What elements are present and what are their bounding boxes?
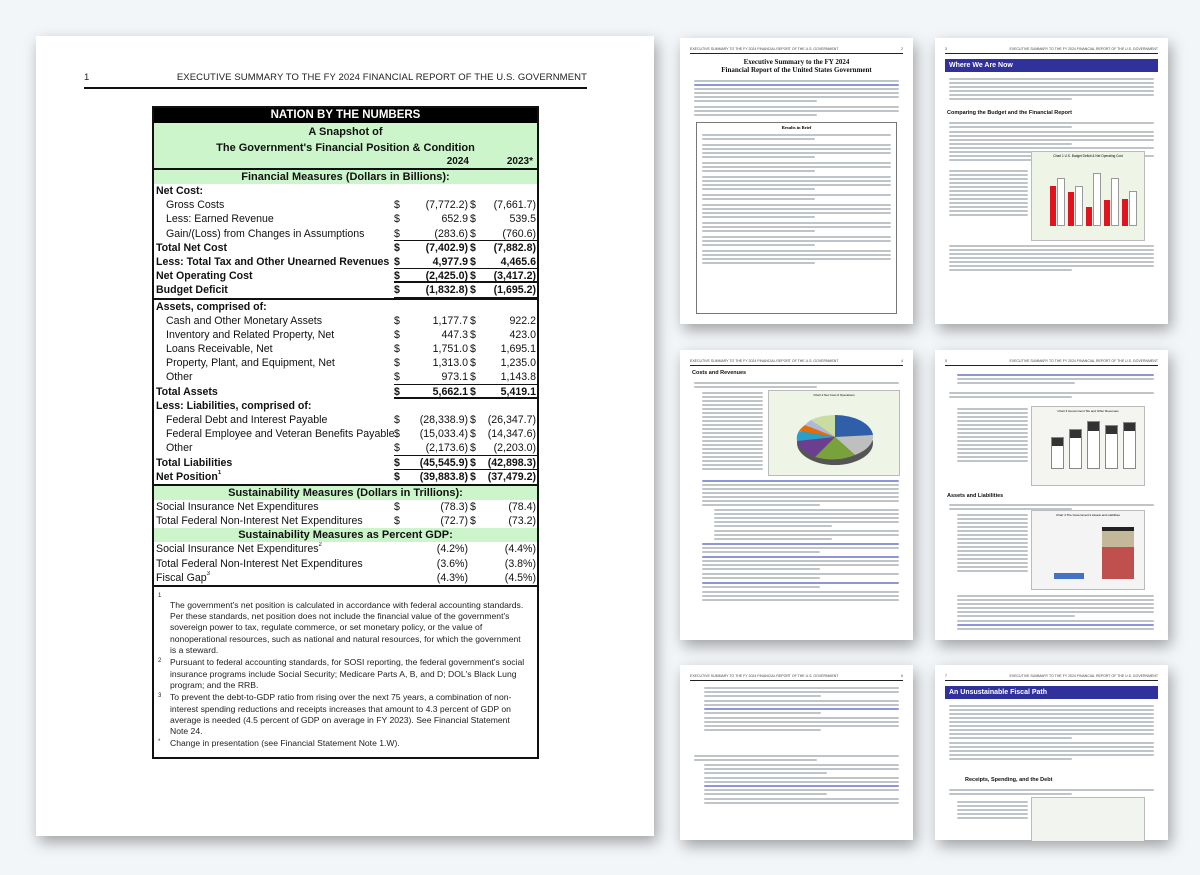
liabilities-label-row: Less: Liabilities, comprised of:	[156, 399, 312, 412]
table-title: NATION BY THE NUMBERS	[154, 108, 537, 123]
table-row: Less: Earned Revenue $ 652.9 $ 539.5	[166, 213, 536, 226]
thumbnail-page-5[interactable]	[935, 350, 1168, 640]
table-row: Social Insurance Net Expenditures $ (78.3) $ (78.4)	[156, 500, 536, 513]
financial-measures-header: Financial Measures (Dollars in Billions):	[241, 171, 450, 183]
table-row: Total Federal Non-Interest Net Expenditures $ (72.7) $ (73.2)	[156, 515, 536, 528]
table-row: Other $ 973.1 $ 1,143.8	[166, 371, 536, 384]
year-header	[154, 155, 537, 170]
fiscal-path-chart	[1031, 797, 1145, 841]
table-row: Fiscal Gap$^3$ (4.3%) (4.5%)	[156, 570, 536, 584]
table-row: Property, Plant, and Equipment, Net $ 1,313.0 $ 1,235.0	[166, 357, 536, 370]
table-row: Gross Costs $ (7,772.2) $ (7,661.7)	[166, 199, 536, 212]
total-assets-row: Total Assets $ 5,662.1 $ 5,419.1	[156, 385, 536, 398]
table-row: Federal Employee and Veteran Benefits Payable $ (15,033.4) $ (14,347.6)	[166, 428, 536, 441]
thumb-header: EXECUTIVE SUMMARY TO THE FY 2024 FINANCIAL REPORT OF THE U.S. GOVERNMENT 2	[690, 47, 903, 54]
footnote-4: * Change in presentation (see Financial Statement Note 1.W).	[158, 738, 400, 749]
table-row: Other $ (2,173.6) $ (2,203.0)	[166, 442, 536, 455]
section-banner: Where We Are Now	[945, 59, 1158, 72]
sustainability-header: Sustainability Measures (Dollars in Trillions):	[154, 484, 537, 500]
thumb-header: 7 EXECUTIVE SUMMARY TO THE FY 2024 FINANCIAL REPORT OF THE U.S. GOVERNMENT	[945, 674, 1158, 681]
assets-liabilities-chart: Chart 4 The Government's Assets and Liabilities	[1031, 510, 1145, 590]
thumb-header: EXECUTIVE SUMMARY TO THE FY 2024 FINANCIAL REPORT OF THE U.S. GOVERNMENT 6	[690, 674, 903, 681]
results-in-brief-title: Results in Brief	[781, 125, 812, 130]
thumb-title-2: Financial Report of the United States Government	[721, 66, 872, 74]
gdp-header: Sustainability Measures as Percent GDP:	[154, 528, 537, 542]
table-row: Total Federal Non-Interest Net Expenditures (3.6%) (3.8%)	[156, 557, 536, 570]
net-cost-label-row: Net Cost:	[156, 185, 204, 197]
subsection-title: Assets and Liabilities	[947, 493, 1004, 499]
nation-by-the-numbers-table	[152, 106, 539, 759]
thumbnail-page-4[interactable]	[680, 350, 913, 640]
page-header	[84, 72, 587, 89]
budget-deficit-chart: Chart 1 U.S. Budget Deficit & Net Operating Cost	[1031, 151, 1145, 241]
net-position-row: Net Position$^1$ $ (39,883.8) $ (37,479.2)	[156, 469, 536, 483]
thumbnail-page-2[interactable]	[680, 38, 913, 324]
total-liabilities-row: Total Liabilities $ (45,545.9) $ (42,898.3)	[156, 456, 536, 469]
thumbnail-page-7[interactable]	[935, 665, 1168, 840]
net-cost-pie-chart: Chart 2 Net Cost of Operations	[768, 390, 900, 476]
table-row: Inventory and Related Property, Net $ 447.3 $ 423.0	[166, 328, 536, 341]
main-document-page[interactable]	[36, 36, 654, 836]
table-row: Cash and Other Monetary Assets $ 1,177.7 $ 922.2	[166, 314, 536, 327]
header-title: EXECUTIVE SUMMARY TO THE FY 2024 FINANCIAL REPORT OF THE U.S. GOVERNMENT	[176, 72, 587, 83]
thumb-header: EXECUTIVE SUMMARY TO THE FY 2024 FINANCIAL REPORT OF THE U.S. GOVERNMENT 4	[690, 359, 903, 366]
year-2023: 2023*	[506, 156, 533, 167]
subsection-title: Costs and Revenues	[692, 370, 747, 376]
table-row: Loans Receivable, Net $ 1,751.0 $ 1,695.1	[166, 343, 536, 356]
net-operating-cost-row: Net Operating Cost $ (2,425.0) $ (3,417.2)	[156, 270, 536, 283]
subsection-title: Receipts, Spending, and the Debt	[965, 777, 1053, 783]
table-subtitle-2: The Government's Financial Position & Condition	[216, 142, 475, 154]
thumbnail-page-3[interactable]	[935, 38, 1168, 324]
table-row: Social Insurance Net Expenditures$^2$ (4.2%) (4.4%)	[156, 542, 536, 556]
thumb-header: 3 EXECUTIVE SUMMARY TO THE FY 2024 FINANCIAL REPORT OF THE U.S. GOVERNMENT	[945, 47, 1158, 54]
section-banner: An Unsustainable Fiscal Path	[945, 686, 1158, 699]
table-subtitle-1: A Snapshot of	[308, 126, 383, 138]
thumb-title-1: Executive Summary to the FY 2024	[743, 58, 850, 66]
subsection-title: Comparing the Budget and the Financial Report	[947, 110, 1072, 116]
footnote-1: 1 The government's net position is calculated in accordance with federal accounting standards. Per these standards, net position does not include the financial value of the government's sovereign power to tax, regulate commerce, or set monetary policy, or the value of nonoperational resources, such as national and natural resources, for which the government is a steward.	[158, 592, 524, 656]
thumbnail-page-6[interactable]	[680, 665, 913, 840]
year-2024: 2024	[446, 156, 469, 167]
page-number: 1	[84, 72, 90, 83]
thumb-header: 5 EXECUTIVE SUMMARY TO THE FY 2024 FINANCIAL REPORT OF THE U.S. GOVERNMENT	[945, 359, 1158, 366]
footnote-2: 2 Pursuant to federal accounting standards, for SOSI reporting, the federal government's social insurance programs include Social Security; Medicare Parts A, B, and D; DOL's Black Lung program; and the RRB.	[158, 657, 525, 690]
total-net-cost-row: Total Net Cost $ (7,402.9) $ (7,882.8)	[156, 241, 536, 254]
footnote-3: 3 To prevent the debt-to-GDP ratio from rising over the next 75 years, a combination of non-interest spending reductions and receipts increases that amount to 4.3 percent of GDP on average is needed (4.5 percent of GDP on average in FY 2023). See Financial Statement Note 24.	[158, 692, 512, 737]
table-row: Federal Debt and Interest Payable $ (28,338.9) $ (26,347.7)	[166, 414, 536, 426]
budget-deficit-row: Budget Deficit $ (1,832.8) $ (1,695.2)	[156, 284, 536, 297]
tax-revenue-chart: Chart 3 Government Tax and Other Revenues	[1031, 406, 1145, 486]
footnotes	[154, 585, 537, 757]
table-row: Gain/(Loss) from Changes in Assumptions $ (283.6) $ (760.6)	[166, 227, 536, 240]
assets-label-row: Assets, comprised of:	[156, 300, 267, 313]
less-tax-revenues-row: Less: Total Tax and Other Unearned Revenues $ 4,977.9 $ 4,465.6	[156, 255, 536, 268]
